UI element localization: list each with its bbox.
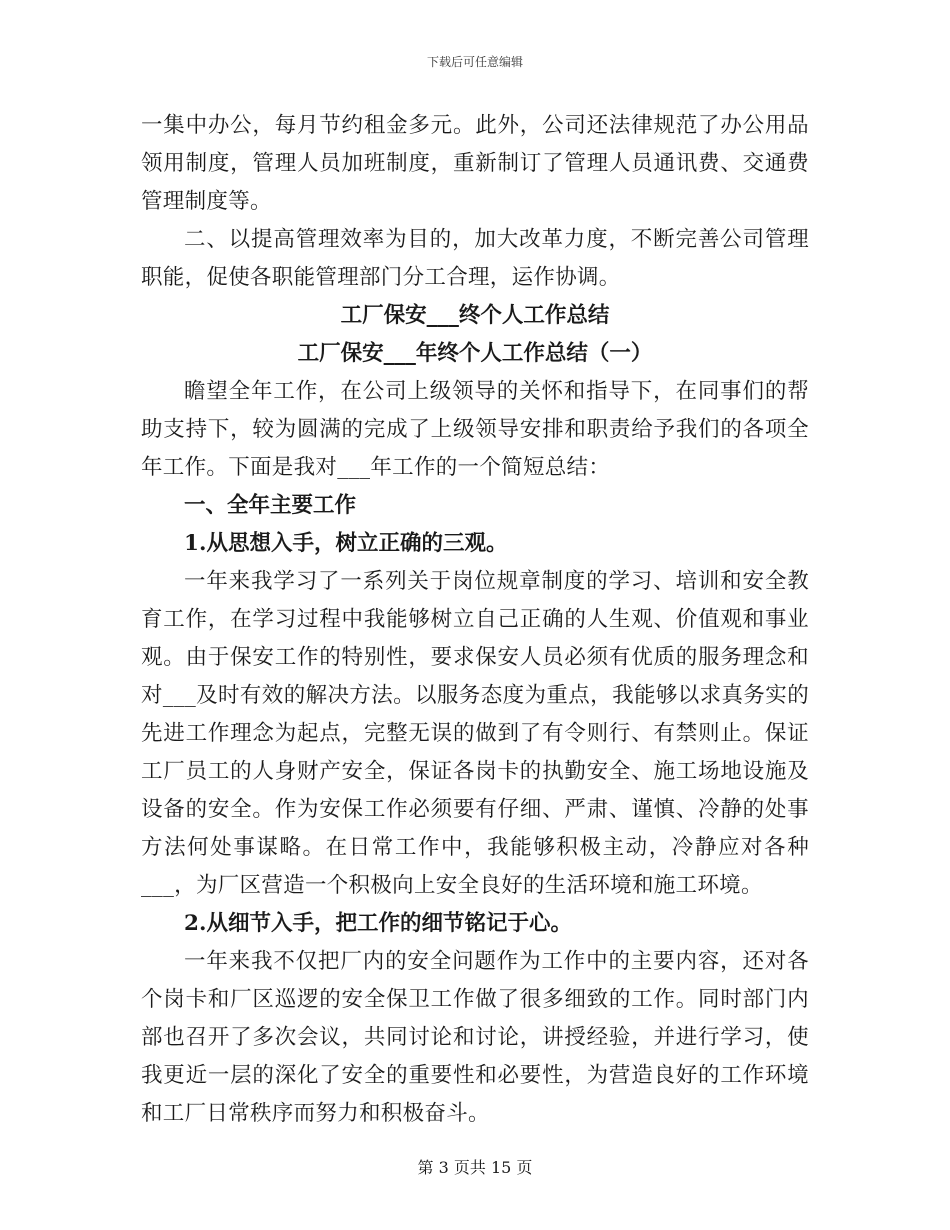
section-title: 工厂保安___终个人工作总结 bbox=[340, 303, 610, 328]
page-number: 第 3 页共 15 页 bbox=[417, 1158, 533, 1177]
document-body bbox=[141, 107, 809, 1133]
subsection-title: 工厂保安___年终个人工作总结（一） bbox=[297, 341, 653, 366]
heading-main-work: 一、全年主要工作 bbox=[184, 493, 357, 518]
heading-point-2: 2.从细节入手，把工作的细节铭记于心。 bbox=[184, 911, 572, 936]
paragraph: 一集中办公，每月节约租金多元。此外，公司还法律规范了办公用品领用制度，管理人员加班制度，重新制订了管理人员通讯费、交通费管理制度等。 bbox=[141, 113, 809, 214]
paragraph: 瞻望全年工作，在公司上级领导的关怀和指导下，在同事们的帮助支持下，较为圆满的完成了上级领导安排和职责给予我们的各项全年工作。下面是我对___年工作的一个简短总结： bbox=[141, 379, 809, 480]
heading-point-1: 1.从思想入手，树立正确的三观。 bbox=[184, 531, 508, 556]
header-note: 下载后可任意编辑 bbox=[426, 55, 523, 69]
paragraph: 二、以提高管理效率为目的，加大改革力度，不断完善公司管理职能，促使各职能管理部门分工合理，运作协调。 bbox=[141, 227, 809, 290]
paragraph: 一年来我不仅把厂内的安全问题作为工作中的主要内容，还对各个岗卡和厂区巡逻的安全保卫工作做了很多细致的工作。同时部门内部也召开了多次会议，共同讨论和讨论，讲授经验，并进行学习，使我更近一层的深化了安全的重要性和必要性，为营造良好的工作环境和工厂日常秩序而努力和积极奋斗。 bbox=[141, 949, 809, 1126]
paragraph: 一年来我学习了一系列关于岗位规章制度的学习、培训和安全教育工作，在学习过程中我能够树立自己正确的人生观、价值观和事业观。由于保安工作的特别性，要求保安人员必须有优质的服务理念和对___及时有效的解决方法。以服务态度为重点，我能够以求真务实的先进工作理念为起点，完整无误的做到了有令则行、有禁则止。保证工厂员工的人身财产安全，保证各岗卡的执勤安全、施工场地设施及设备的安全。作为安保工作必须要有仔细、严肃、谨慎、冷静的处事方法何处事谋略。在日常工作中，我能够积极主动，冷静应对各种___，为厂区营造一个积极向上安全良好的生活环境和施工环境。 bbox=[141, 569, 809, 898]
